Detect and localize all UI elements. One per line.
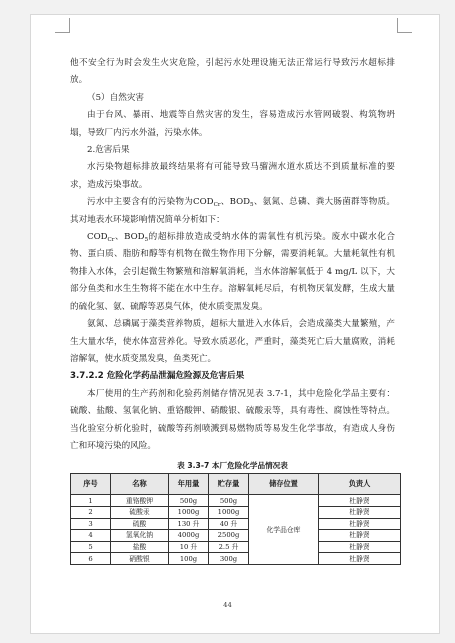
paragraph-3: 由于台风、暴雨、地震等自然灾害的发生，容易造成污水管网破裂、构筑物坍塌，导致厂内污水外溢，污染水体。 xyxy=(70,110,395,138)
table-row xyxy=(71,541,401,553)
cell-location: 化学品仓库 xyxy=(249,495,319,565)
table-row xyxy=(71,553,401,565)
cell-no: 6 xyxy=(71,553,111,565)
subheading-natural-disaster: （5）自然灾害 xyxy=(87,92,145,103)
cell-name: 氢氧化钠 xyxy=(111,530,169,542)
cell-name: 盐酸 xyxy=(111,541,169,553)
cell-name: 重铬酸钾 xyxy=(111,495,169,507)
cell-annual: 1000g xyxy=(169,506,209,518)
cell-stored: 300g xyxy=(209,553,249,565)
crop-mark-top-left xyxy=(55,18,70,33)
cell-owner: 杜静贤 xyxy=(319,518,401,530)
cell-owner: 杜静贤 xyxy=(319,506,401,518)
cell-annual: 10 升 xyxy=(169,541,209,553)
table-row xyxy=(71,530,401,542)
cell-no: 5 xyxy=(71,541,111,553)
cell-annual: 500g xyxy=(169,495,209,507)
section-heading-3-7-2-2: 3.7.2.2 危险化学药品泄漏危险源及危害后果 xyxy=(70,371,245,382)
cell-name: 硫酸 xyxy=(111,518,169,530)
paragraph-8: 氨氮、总磷属于藻类营养物质，超标大量进入水体后，会造成藻类大量繁殖，产生大量水华，使水体富营养化。导致水质恶化，严重时，藻类死亡后大量腐败，消耗溶解氧，使水质变黑发臭，鱼类死亡。 xyxy=(70,319,395,364)
header-name: 名称 xyxy=(111,474,169,495)
crop-mark-top-right xyxy=(397,18,412,33)
cell-no: 2 xyxy=(71,506,111,518)
table-row xyxy=(71,518,401,530)
cell-owner: 杜静贤 xyxy=(319,553,401,565)
paragraph-1: 他不安全行为时会发生火灾危险，引起污水处理设施无法正常运行导致污水超标排放。 xyxy=(70,58,395,86)
cell-stored: 500g xyxy=(209,495,249,507)
cell-annual: 100g xyxy=(169,553,209,565)
paragraph-7: $COD_{Cr}$、$BOD_5$的超标排放造成受纳水体的需氧性有机污染。废水中碳水化合物、蛋白质、脂肪和醇等有机物在微生物作用下分解，需要消耗氧。大量耗氧性有机物排入水体，会引起微生物繁殖和溶解氧消耗，当水体溶解氧低于 4 mg/L 以下，大部分鱼类和水生生物将不能在水中生存。溶解氧耗尽后，有机物厌氧发酵，生成大量的硫化氢、氨、硫醇等恶臭气体，使水质变黑发臭。 xyxy=(70,232,395,312)
cell-owner: 杜静贤 xyxy=(319,495,401,507)
cell-stored: 2500g xyxy=(209,530,249,542)
header-location: 储存位置 xyxy=(249,474,319,495)
cell-name: 硫酸汞 xyxy=(111,506,169,518)
paragraph-5: 水污染物超标排放最终结果将有可能导致马骝洲水道水质达不到质量标准的要求，造成污染事故。 xyxy=(70,162,395,190)
header-no: 序号 xyxy=(71,474,111,495)
cell-no: 3 xyxy=(71,518,111,530)
cell-stored: 2.5 升 xyxy=(209,541,249,553)
table-row xyxy=(71,506,401,518)
cell-annual: 4000g xyxy=(169,530,209,542)
cell-name: 硝酸银 xyxy=(111,553,169,565)
cell-stored: 40 升 xyxy=(209,518,249,530)
paragraph-10: 本厂使用的生产药剂和化验药剂储存情况见表 3.7-1，其中危险化学品主要有：硫酸、盐酸、氢氧化钠、重铬酸钾、硝酸银、硫酸汞等，具有毒性、腐蚀性等特点。当化验室分析化验时，硫酸等药剂喷溅到易燃物质等易发生化学事故，有造成人身伤亡和环境污染的风险。 xyxy=(70,388,395,451)
table-row xyxy=(71,495,401,507)
header-owner: 负责人 xyxy=(319,474,401,495)
cell-no: 4 xyxy=(71,530,111,542)
table-header-row xyxy=(71,474,401,495)
cell-no: 1 xyxy=(71,495,111,507)
cell-annual: 130 升 xyxy=(169,518,209,530)
cell-owner: 杜静贤 xyxy=(319,530,401,542)
paragraph-6: 污水中主要含有的污染物为$COD_{Cr}$、$BOD_5$、氨氮、总磷、粪大肠菌群等物质。其对地表水环境影响情况简单分析如下： xyxy=(70,197,395,225)
header-annual: 年用量 xyxy=(169,474,209,495)
cell-stored: 1000g xyxy=(209,506,249,518)
hazardous-chemicals-table xyxy=(70,473,401,565)
cell-owner: 杜静贤 xyxy=(319,541,401,553)
document-body xyxy=(70,55,395,565)
table-caption: 表 3.3-7 本厂危险化学品情况表 xyxy=(177,461,288,471)
page-number: 44 xyxy=(223,601,232,609)
subheading-consequences: 2.危害后果 xyxy=(87,145,130,156)
header-stored: 贮存量 xyxy=(209,474,249,495)
